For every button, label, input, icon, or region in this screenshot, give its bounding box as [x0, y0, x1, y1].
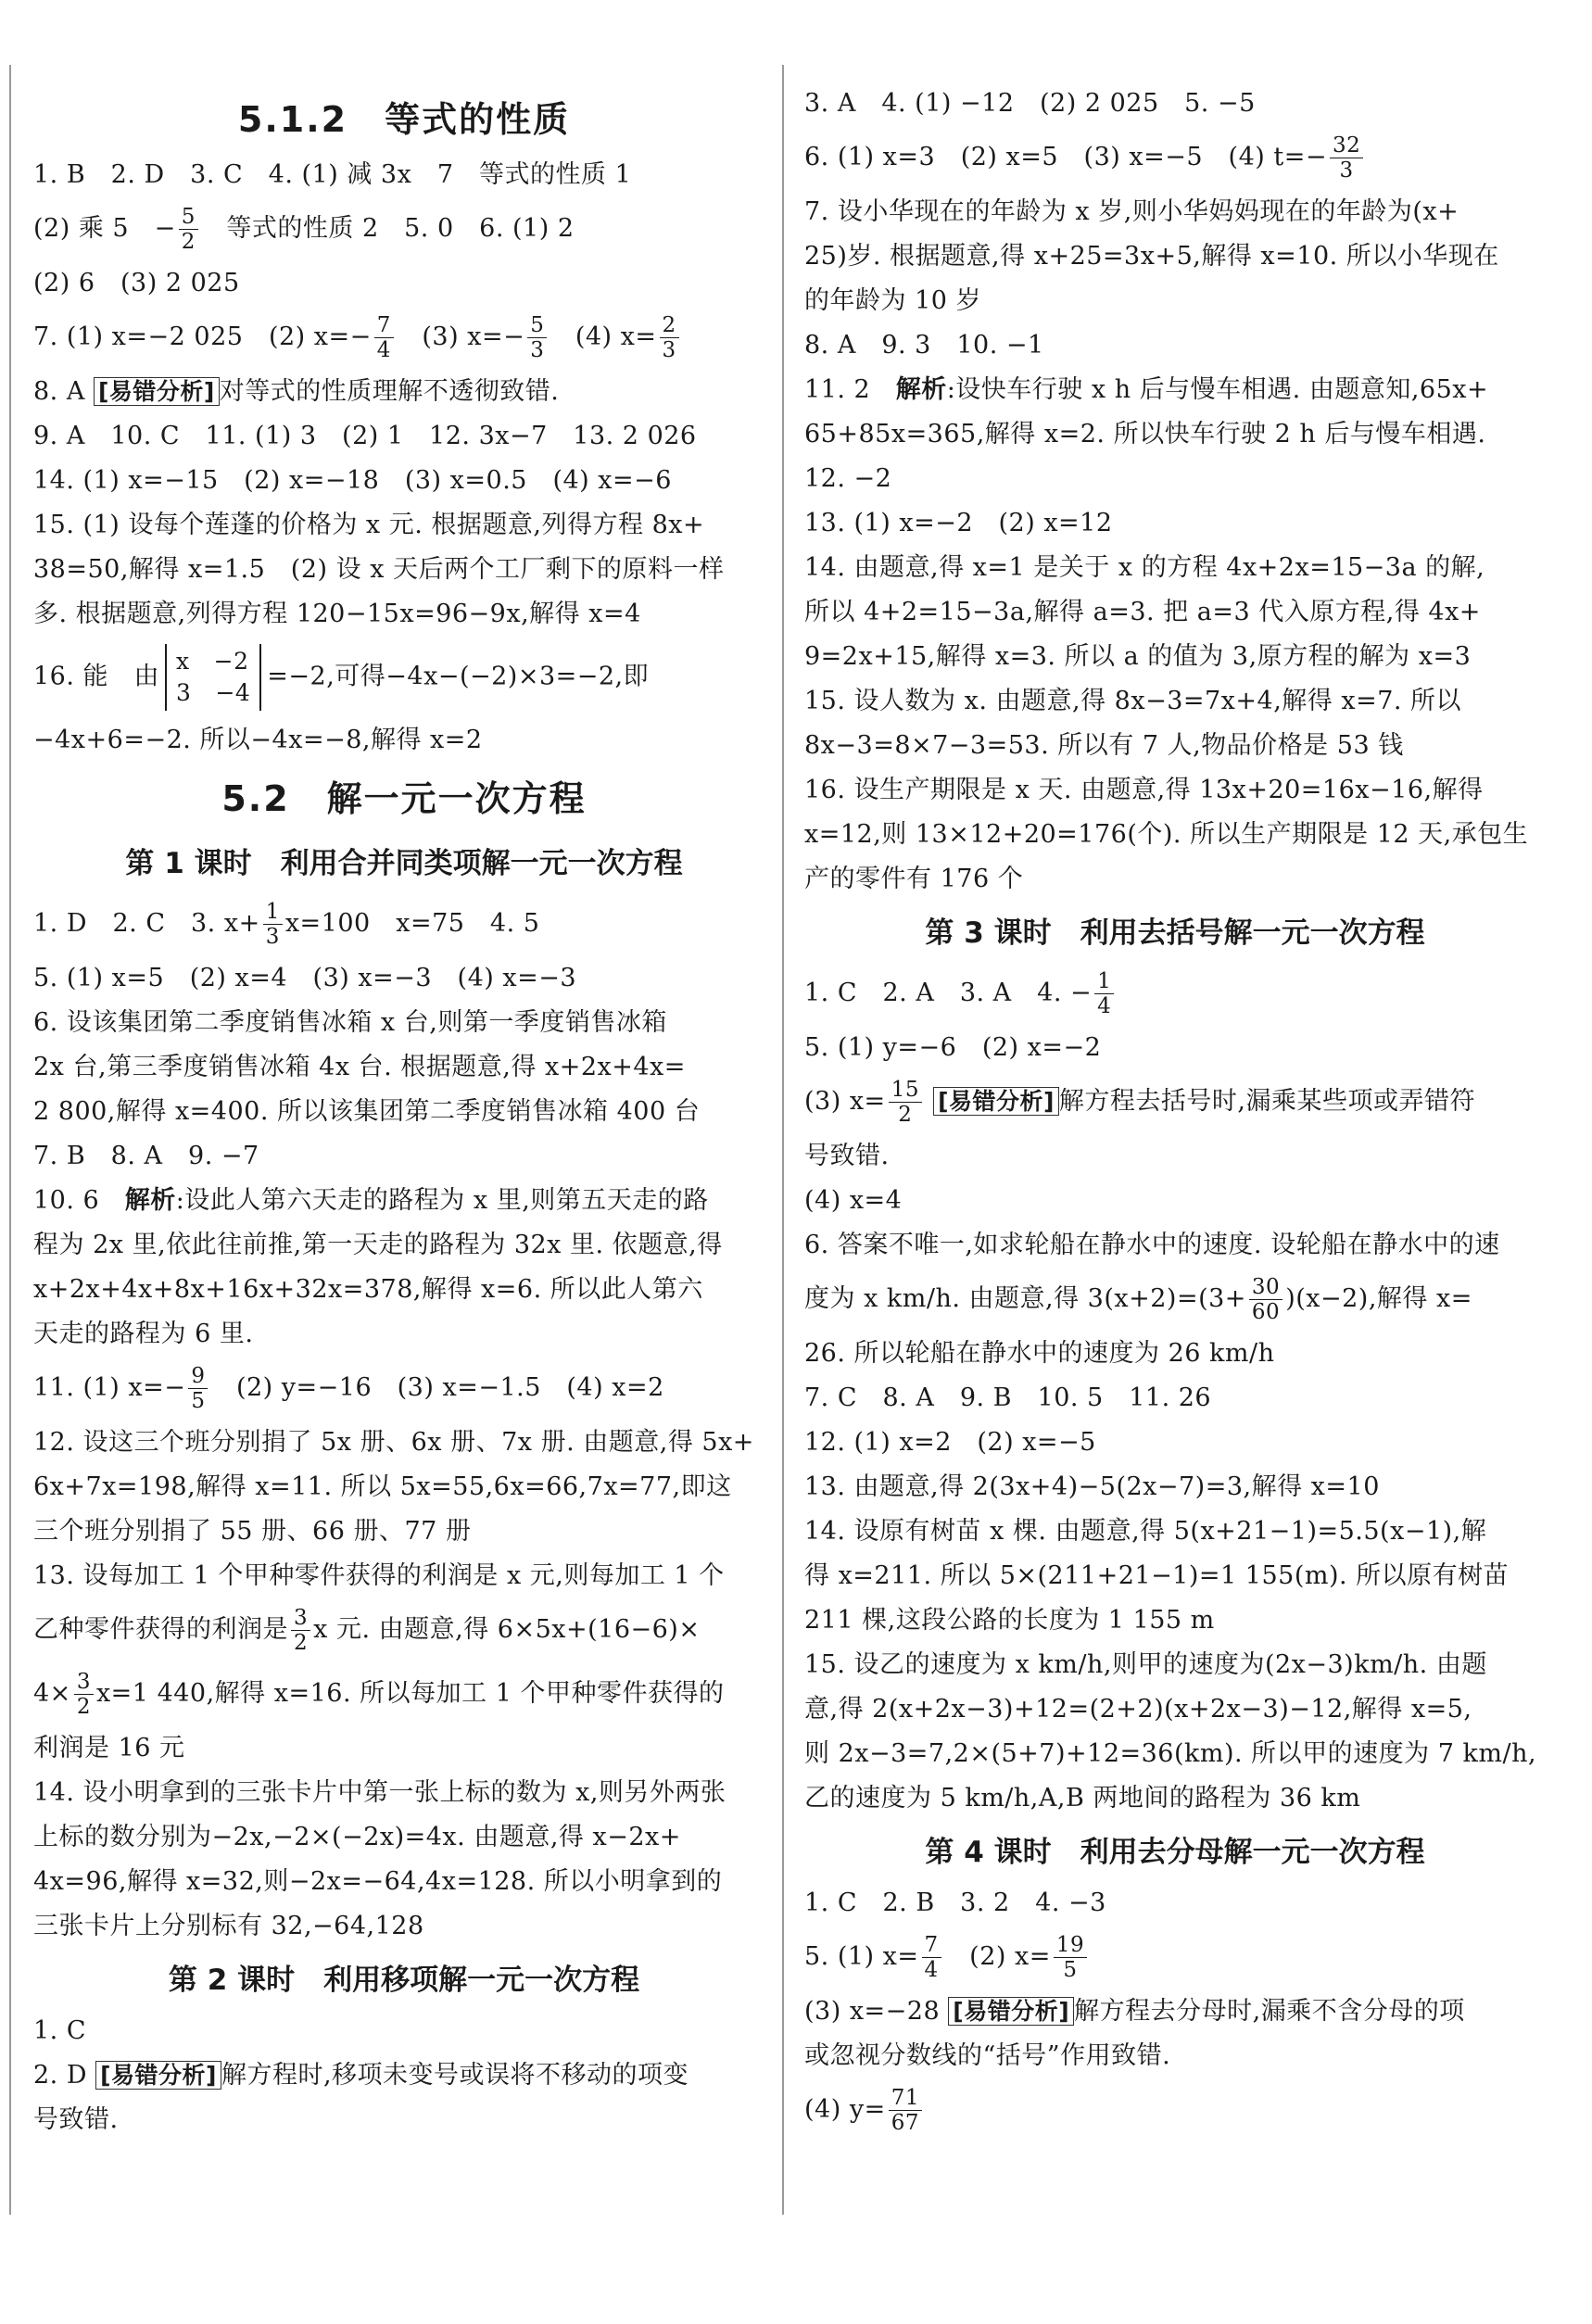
answer-line	[33, 644, 775, 711]
text-run: 3	[530, 338, 545, 362]
answer-line: −4x+6=−2. 所以−4x=−8,解得 x=2	[33, 726, 483, 754]
answer-line: 7. B 8. A 9. −7	[33, 1142, 259, 1170]
text-run	[176, 677, 250, 709]
answer-line: 所以 4+2=15−3a,解得 a=3. 把 a=3 代入原方程,得 4x+	[804, 598, 1481, 626]
determinant	[165, 644, 261, 711]
answer-line: 产的零件有 176 个	[804, 865, 1024, 893]
answer-line: 8x−3=8×7−3=53. 所以有 7 人,物品价格是 53 钱	[804, 731, 1404, 760]
answer-line: 得 x=211. 所以 5×(211+21−1)=1 155(m). 所以原有树苗	[804, 1561, 1510, 1590]
answer-line: x+2x+4x+8x+16x+32x=378,解得 x=6. 所以此人第六	[33, 1275, 703, 1304]
text-run: 11. 2	[804, 375, 871, 404]
text-run: 对等式的性质理解不透彻致错.	[219, 377, 560, 406]
text-run: 5. (1) x=	[804, 1942, 919, 1971]
text-run: 2	[76, 1695, 91, 1719]
column-divider	[782, 65, 784, 2215]
left-column	[33, 80, 775, 2150]
text-run: 8. A	[33, 377, 85, 406]
analysis-label: 解析	[124, 1186, 176, 1215]
fraction	[660, 313, 679, 362]
text-run: 等式的性质 2 5. 0 6. (1) 2	[200, 214, 575, 243]
answer-line: 16. 设生产期限是 x 天. 由题意,得 13x+20=16x−16,解得	[804, 776, 1484, 804]
text-run	[176, 646, 250, 677]
right-column	[804, 89, 1546, 2150]
answer-line	[804, 1078, 1546, 1127]
fraction	[889, 1078, 922, 1127]
lesson-title-2: 第 2 课时 利用移项解一元一次方程	[168, 1964, 640, 1997]
answer-line: 6x+7x=198,解得 x=11. 所以 5x=55,6x=66,7x=77,即这	[33, 1472, 732, 1501]
answer-line: 14. 设小明拿到的三张卡片中第一张上标的数为 x,则另外两张	[33, 1778, 727, 1807]
answer-line: 1. B 2. D 3. C 4. (1) 减 3x 7 等式的性质 1	[33, 160, 632, 189]
fraction	[889, 2086, 922, 2135]
fraction	[179, 205, 198, 254]
text-run: (3) x=−28	[804, 1997, 941, 2026]
text-run: 32	[1330, 133, 1363, 158]
answer-line: 38=50,解得 x=1.5 (2) 设 x 天后两个工厂剩下的原料一样	[33, 555, 725, 584]
analysis-label: 解析	[895, 375, 947, 404]
answer-line: 三张卡片上分别标有 32,−64,128	[33, 1912, 424, 1940]
answer-line: 7. 设小华现在的年龄为 x 岁,则小华妈妈现在的年龄为(x+	[804, 197, 1459, 226]
answer-line: 15. (1) 设每个莲蓬的价格为 x 元. 根据题意,列得方程 8x+	[33, 511, 705, 539]
answer-line: 8. A 9. 3 10. −1	[804, 331, 1044, 360]
lesson-title-4: 第 4 课时 利用去分母解一元一次方程	[925, 1836, 1425, 1869]
text-run: 5	[191, 1389, 206, 1413]
answer-line: 9. A 10. C 11. (1) 3 (2) 1 12. 3x−7 13. 2 026	[33, 422, 697, 450]
section-title-5-2: 5.2 解一元一次方程	[221, 778, 587, 819]
text-run: 4	[924, 1958, 939, 1982]
text-run: 2	[181, 230, 196, 254]
text-run: (3) x=	[804, 1087, 886, 1116]
error-analysis-tag: [易错分析]	[933, 1087, 1059, 1116]
answer-line: 5. (1) x=5 (2) x=4 (3) x=−3 (4) x=−3	[33, 964, 577, 992]
answer-line: 4x=96,解得 x=32,则−2x=−64,4x=128. 所以小明拿到的	[33, 1867, 723, 1896]
answer-line: 13. 设每加工 1 个甲种零件获得的利润是 x 元,则每加工 1 个	[33, 1561, 725, 1590]
fraction	[263, 900, 283, 949]
text-run: 1	[1094, 969, 1114, 994]
answer-line: 6. 答案不唯一,如求轮船在静水中的速度. 设轮船在静水中的速	[804, 1231, 1500, 1259]
answer-line	[33, 1670, 775, 1719]
text-run: 5	[1063, 1958, 1078, 1982]
text-run: 15	[889, 1078, 922, 1103]
section-title-5-1-2: 5.1.2 等式的性质	[237, 99, 571, 140]
answer-line: 则 2x−3=7,2×(5+7)+12=36(km). 所以甲的速度为 7 km/h,	[804, 1739, 1537, 1768]
left-margin-rule	[9, 65, 11, 2215]
answer-line: 号致错.	[804, 1142, 890, 1170]
answer-line	[33, 2061, 775, 2090]
text-run: −4	[215, 679, 251, 706]
text-run: 10. 6	[33, 1186, 100, 1215]
text-run: 度为 x km/h. 由题意,得 3(x+2)=(3+	[804, 1284, 1246, 1313]
answer-line	[804, 969, 1546, 1018]
answer-line: 211 棵,这段公路的长度为 1 155 m	[804, 1606, 1215, 1635]
text-run: 1	[263, 900, 283, 925]
answer-line: 14. 设原有树苗 x 棵. 由题意,得 5(x+21−1)=5.5(x−1),解	[804, 1517, 1487, 1546]
answer-line	[33, 205, 775, 254]
text-run: 3	[74, 1670, 94, 1695]
answer-line: 12. −2	[804, 464, 892, 493]
fraction	[1330, 133, 1363, 183]
text-run: 解方程去分母时,漏乘不含分母的项	[1074, 1997, 1465, 2026]
answer-line: 意,得 2(x+2x−3)+12=(2+2)(x+2x−3)−12,解得 x=5,	[804, 1695, 1472, 1724]
text-run: −2	[213, 648, 249, 675]
answer-line: 2 800,解得 x=400. 所以该集团第二季度销售冰箱 400 台	[33, 1097, 701, 1126]
text-run: 4×	[33, 1679, 71, 1708]
error-analysis-tag: [易错分析]	[94, 377, 220, 406]
text-run: 3	[1339, 158, 1354, 183]
text-run: (2) y=−16 (3) x=−1.5 (4) x=2	[210, 1373, 664, 1402]
text-run: 71	[889, 2086, 922, 2111]
answer-line: 7. C 8. A 9. B 10. 5 11. 26	[804, 1383, 1212, 1412]
answer-line: 13. 由题意,得 2(3x+4)−5(2x−7)=3,解得 x=10	[804, 1472, 1380, 1501]
fraction	[374, 313, 394, 362]
answer-line: 上标的数分别为−2x,−2×(−2x)=4x. 由题意,得 x−2x+	[33, 1823, 681, 1851]
answer-line: 的年龄为 10 岁	[804, 286, 982, 315]
answer-line: 14. 由题意,得 x=1 是关于 x 的方程 4x+2x=15−3a 的解,	[804, 553, 1485, 582]
answer-line	[33, 377, 775, 407]
text-run: 乙种零件获得的利润是	[33, 1615, 288, 1644]
text-run: (2) x=	[943, 1942, 1051, 1971]
text-run: 1. D 2. C 3. x+	[33, 909, 260, 938]
text-run: )(x−2),解得 x=	[1285, 1284, 1472, 1313]
text-run: 2	[660, 313, 679, 338]
answer-line	[33, 1606, 775, 1655]
text-run: 16. 能 由	[33, 662, 160, 691]
text-run: 30	[1249, 1275, 1282, 1300]
answer-line	[33, 1364, 775, 1413]
text-run: 解方程去括号时,漏乘某些项或弄错符	[1058, 1087, 1476, 1116]
text-run: 解方程时,移项未变号或误将不移动的项变	[221, 2061, 689, 2090]
text-run: 7. (1) x=−2 025 (2) x=−	[33, 322, 372, 351]
text-run: (3) x=−	[396, 322, 525, 351]
answer-line: 65+85x=365,解得 x=2. 所以快车行驶 2 h 后与慢车相遇.	[804, 420, 1486, 448]
answer-line: 14. (1) x=−15 (2) x=−18 (3) x=0.5 (4) x=−6	[33, 466, 672, 495]
text-run: 7	[922, 1933, 941, 1958]
fraction	[527, 313, 547, 362]
answer-line	[33, 1186, 775, 1216]
text-run: 1. C 2. A 3. A 4. −	[804, 979, 1093, 1007]
answer-line: 3. A 4. (1) −12 (2) 2 025 5. −5	[804, 89, 1256, 118]
text-run: 3	[291, 1606, 310, 1631]
answer-line: 9=2x+15,解得 x=3. 所以 a 的值为 3,原方程的解为 x=3	[804, 642, 1472, 671]
lesson-title-3: 第 3 课时 利用去括号解一元一次方程	[925, 916, 1425, 950]
text-run: 4	[376, 338, 391, 362]
text-run: 11. (1) x=−	[33, 1373, 186, 1402]
fraction	[188, 1364, 208, 1413]
text-run: x	[176, 648, 190, 675]
answer-line: 1. C	[33, 2016, 87, 2045]
answer-line: 1. C 2. B 3. 2 4. −3	[804, 1888, 1106, 1917]
text-run: (4) y=	[804, 2095, 886, 2124]
fraction	[74, 1670, 94, 1719]
text-run: (2) 乘 5 −	[33, 214, 176, 243]
text-run: x=100 x=75 4. 5	[284, 909, 540, 938]
text-run: 5	[527, 313, 547, 338]
answer-line: 13. (1) x=−2 (2) x=12	[804, 509, 1113, 537]
text-run: =−2,可得−4x−(−2)×3=−2,即	[267, 662, 650, 691]
answer-line: 天走的路程为 6 里.	[33, 1320, 254, 1348]
answer-line: 25)岁. 根据题意,得 x+25=3x+5,解得 x=10. 所以小华现在	[804, 242, 1499, 271]
error-analysis-tag: [易错分析]	[948, 1997, 1074, 2026]
text-run: 3	[662, 338, 676, 362]
text-run: 2	[898, 1103, 913, 1127]
answer-line	[804, 375, 1546, 405]
fraction	[1094, 969, 1114, 1018]
text-run: 4	[1097, 994, 1112, 1018]
answer-line: 2x 台,第三季度销售冰箱 4x 台. 根据题意,得 x+2x+4x=	[33, 1053, 686, 1081]
answer-line	[804, 1275, 1546, 1324]
fraction	[922, 1933, 941, 1982]
text-run: x=1 440,解得 x=16. 所以每加工 1 个甲种零件获得的	[95, 1679, 725, 1708]
answer-line	[33, 313, 775, 362]
text-run: :设此人第六天走的路程为 x 里,则第五天走的路	[175, 1186, 709, 1215]
text-run: 2. D	[33, 2061, 87, 2090]
text-run: :设快车行驶 x h 后与慢车相遇. 由题意知,65x+	[946, 375, 1489, 404]
answer-line	[33, 900, 775, 949]
answer-line: 12. (1) x=2 (2) x=−5	[804, 1428, 1096, 1457]
text-run: x 元. 由题意,得 6×5x+(16−6)×	[313, 1615, 701, 1644]
answer-line: 26. 所以轮船在静水中的速度为 26 km/h	[804, 1339, 1275, 1368]
answer-line: 15. 设乙的速度为 x km/h,则甲的速度为(2x−3)km/h. 由题	[804, 1650, 1487, 1679]
text-run: 3	[176, 679, 192, 706]
text-run: 19	[1054, 1933, 1087, 1958]
answer-line: (4) x=4	[804, 1186, 903, 1215]
answer-line: 或忽视分数线的“括号”作用致错.	[804, 2041, 1171, 2070]
answer-line: 多. 根据题意,列得方程 120−15x=96−9x,解得 x=4	[33, 600, 641, 628]
answer-line: 15. 设人数为 x. 由题意,得 8x−3=7x+4,解得 x=7. 所以	[804, 687, 1462, 715]
text-run: 3	[265, 925, 280, 949]
lesson-title-1: 第 1 课时 利用合并同类项解一元一次方程	[125, 847, 683, 880]
fraction	[1249, 1275, 1282, 1324]
answer-line: 6. 设该集团第二季度销售冰箱 x 台,则第一季度销售冰箱	[33, 1008, 667, 1037]
text-run: 2	[294, 1631, 309, 1655]
text-run: 6. (1) x=3 (2) x=5 (3) x=−5 (4) t=−	[804, 143, 1327, 171]
answer-line	[804, 1997, 1546, 2027]
text-run: 9	[188, 1364, 208, 1389]
answer-line	[804, 133, 1546, 183]
answer-line	[804, 2086, 1546, 2135]
fraction	[1054, 1933, 1087, 1982]
answer-line	[804, 1933, 1546, 1982]
answer-line: 12. 设这三个班分别捐了 5x 册、6x 册、7x 册. 由题意,得 5x+	[33, 1428, 754, 1457]
answer-line: 程为 2x 里,依此往前推,第一天走的路程为 32x 里. 依题意,得	[33, 1231, 723, 1259]
fraction	[291, 1606, 310, 1655]
text-run: 67	[891, 2111, 919, 2135]
answer-line: 5. (1) y=−6 (2) x=−2	[804, 1033, 1102, 1062]
text-run: 5	[179, 205, 198, 230]
text-run: (4) x=	[550, 322, 657, 351]
answer-line: x=12,则 13×12+20=176(个). 所以生产期限是 12 天,承包生	[804, 820, 1529, 849]
answer-line: (2) 6 (3) 2 025	[33, 269, 240, 297]
answer-line: 三个班分别捐了 55 册、66 册、77 册	[33, 1517, 472, 1546]
error-analysis-tag: [易错分析]	[95, 2061, 221, 2090]
text-run: 60	[1251, 1300, 1281, 1324]
answer-line: 乙的速度为 5 km/h,A,B 两地间的路程为 36 km	[804, 1784, 1361, 1812]
answer-line: 号致错.	[33, 2105, 119, 2134]
answer-line: 利润是 16 元	[33, 1734, 185, 1762]
text-run: 7	[374, 313, 394, 338]
